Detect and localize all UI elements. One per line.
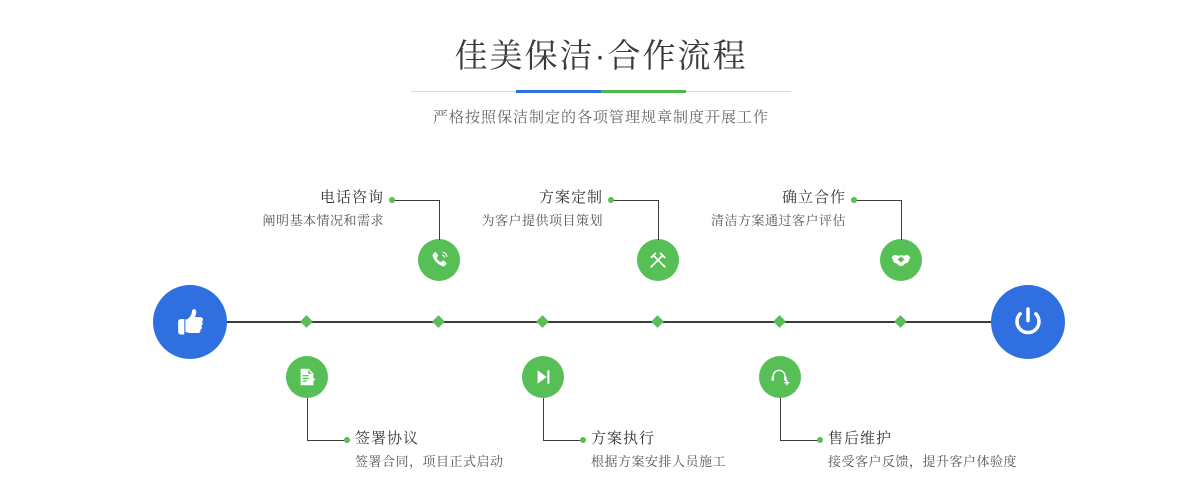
handshake-icon <box>889 248 913 272</box>
step-label-3 <box>373 188 603 231</box>
step-desc-1: 阐明基本情况和需求 <box>262 213 384 228</box>
step-label-4 <box>591 429 851 472</box>
axis-marker-2 <box>300 315 313 328</box>
step-desc-5: 清洁方案通过客户评估 <box>710 213 846 228</box>
step-desc-4: 根据方案安排人员施工 <box>591 454 727 469</box>
power-icon <box>1008 302 1048 342</box>
play-forward-icon <box>531 365 555 389</box>
axis-marker-4 <box>536 315 549 328</box>
connector-4-horizontal <box>543 440 583 441</box>
step-icon-2 <box>286 356 328 398</box>
step-icon-4 <box>522 356 564 398</box>
connector-4-vertical <box>543 398 544 440</box>
pen-ruler-icon <box>646 248 670 272</box>
connector-5-horizontal <box>856 200 902 201</box>
step-icon-1 <box>418 239 460 281</box>
step-desc-2: 签署合同，项目正式启动 <box>355 454 504 469</box>
connector-6-horizontal <box>780 440 820 441</box>
connector-dot-6 <box>817 437 823 443</box>
step-title-6: 售后维护 <box>828 430 893 447</box>
step-label-6 <box>828 429 1128 472</box>
connector-2-vertical <box>307 398 308 440</box>
step-title-5: 确立合作 <box>781 189 846 206</box>
connector-dot-5 <box>851 197 857 203</box>
axis-marker-1 <box>432 315 445 328</box>
axis-marker-3 <box>651 315 664 328</box>
connector-dot-4 <box>580 437 586 443</box>
step-title-3: 方案定制 <box>538 189 603 206</box>
step-label-2 <box>355 429 615 472</box>
step-desc-6: 接受客户反馈，提升客户体验度 <box>828 454 1018 469</box>
step-title-2: 签署协议 <box>355 430 420 447</box>
connector-5-vertical <box>901 200 902 240</box>
step-label-1 <box>154 188 384 231</box>
step-title-1: 电话咨询 <box>319 189 384 206</box>
thumbs-up-icon <box>170 302 210 342</box>
phone-call-icon <box>427 248 451 272</box>
connector-2-horizontal <box>307 440 347 441</box>
step-icon-6 <box>759 356 801 398</box>
customer-support-icon <box>768 365 792 389</box>
step-icon-5 <box>880 239 922 281</box>
step-desc-3: 为客户提供项目策划 <box>481 213 603 228</box>
connector-dot-2 <box>344 437 350 443</box>
page-subtitle: 严格按照保洁制定的各项管理规章制度开展工作 <box>432 109 769 126</box>
axis-marker-6 <box>773 315 786 328</box>
document-edit-icon <box>295 365 319 389</box>
connector-dot-3 <box>608 197 614 203</box>
page-title: 佳美保洁·合作流程 <box>454 37 748 74</box>
step-title-4: 方案执行 <box>591 430 656 447</box>
step-icon-3 <box>637 239 679 281</box>
start-endpoint <box>153 285 227 359</box>
end-endpoint <box>991 285 1065 359</box>
connector-6-vertical <box>780 398 781 440</box>
axis-marker-5 <box>894 315 907 328</box>
step-label-5 <box>616 188 846 231</box>
